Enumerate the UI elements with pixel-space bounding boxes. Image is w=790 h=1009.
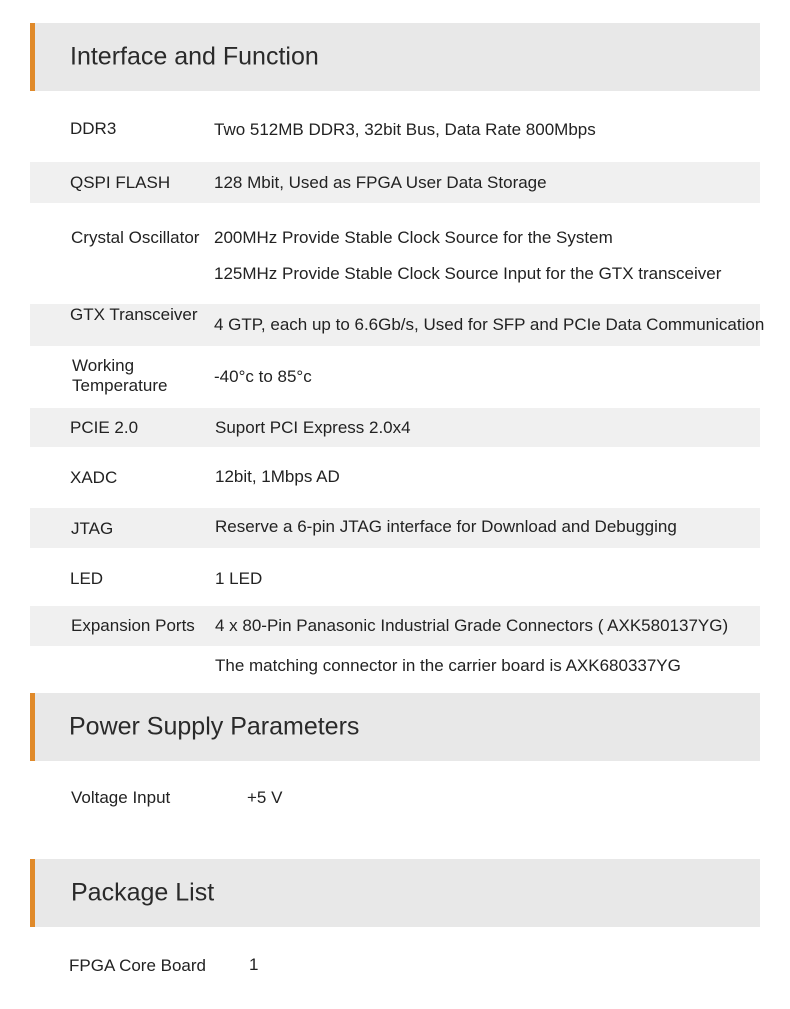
section-title: Interface and Function bbox=[70, 42, 319, 71]
table-row bbox=[30, 304, 765, 346]
row-label: Expansion Ports bbox=[71, 616, 195, 635]
row-value: 128 Mbit, Used as FPGA User Data Storage bbox=[214, 173, 547, 192]
row-label: LED bbox=[70, 569, 104, 588]
row-label: Working Temperature bbox=[72, 356, 168, 395]
row-label: QSPI FLASH bbox=[70, 173, 171, 192]
table-row bbox=[30, 606, 760, 646]
row-value: The matching connector in the carrier board is AXK680337YG bbox=[215, 656, 681, 675]
table-row bbox=[30, 458, 760, 500]
row-value: 200MHz Provide Stable Clock Source for the System bbox=[214, 228, 613, 247]
table-row bbox=[30, 214, 760, 298]
table-row bbox=[30, 162, 760, 203]
row-value: 4 x 80-Pin Panasonic Industrial Grade Connectors ( AXK580137YG) bbox=[215, 616, 729, 635]
row-label: DDR3 bbox=[70, 119, 117, 138]
row-value: Suport PCI Express 2.0x4 bbox=[215, 418, 411, 437]
row-value: 1 bbox=[249, 955, 259, 974]
table-row bbox=[30, 945, 760, 987]
row-value: 12bit, 1Mbps AD bbox=[215, 467, 340, 486]
table-row bbox=[30, 646, 760, 686]
section-header-package bbox=[30, 859, 760, 927]
section-title: Package List bbox=[71, 878, 215, 907]
row-value: 4 GTP, each up to 6.6Gb/s, Used for SFP and PCIe Data Communication bbox=[214, 315, 765, 334]
table-row bbox=[30, 108, 760, 152]
row-label: XADC bbox=[70, 468, 118, 487]
row-label: Voltage Input bbox=[71, 788, 171, 807]
row-label: JTAG bbox=[71, 519, 114, 538]
row-value: 1 LED bbox=[215, 569, 263, 588]
row-value: -40°c to 85°c bbox=[214, 367, 312, 386]
table-row bbox=[30, 350, 760, 406]
row-label: GTX Transceiver bbox=[70, 305, 198, 324]
table-row bbox=[30, 508, 760, 548]
row-value: Reserve a 6-pin JTAG interface for Download and Debugging bbox=[215, 517, 677, 536]
row-value: Two 512MB DDR3, 32bit Bus, Data Rate 800Mbps bbox=[214, 120, 596, 139]
section-header-interface bbox=[30, 23, 760, 91]
row-label: FPGA Core Board bbox=[69, 956, 207, 975]
section-title: Power Supply Parameters bbox=[69, 712, 360, 741]
section-header-power bbox=[30, 693, 760, 761]
row-label: Crystal Oscillator bbox=[71, 228, 200, 247]
table-row bbox=[30, 558, 760, 598]
row-label: PCIE 2.0 bbox=[70, 418, 139, 437]
row-value: 125MHz Provide Stable Clock Source Input for the GTX transceiver bbox=[214, 264, 722, 283]
table-row bbox=[30, 778, 760, 820]
row-value: +5 V bbox=[247, 788, 283, 807]
table-row bbox=[30, 408, 760, 447]
